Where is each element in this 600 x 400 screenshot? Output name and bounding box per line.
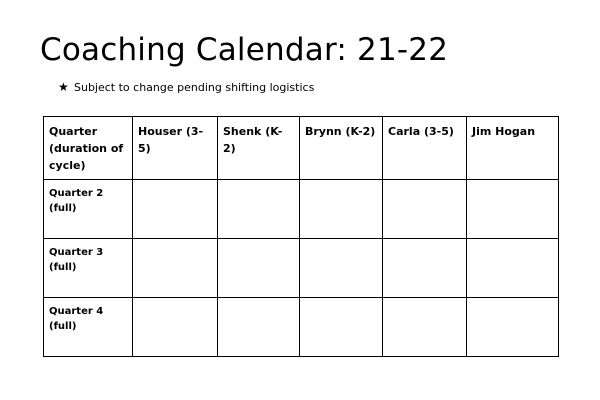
table-cell[interactable] xyxy=(467,298,559,357)
table-cell[interactable] xyxy=(218,180,300,239)
table-cell[interactable] xyxy=(133,239,218,298)
row-label-quarter-3: Quarter 3 (full) xyxy=(44,239,133,298)
table-cell[interactable] xyxy=(383,298,467,357)
table-header-row xyxy=(44,117,559,180)
table-row xyxy=(44,180,559,239)
table-cell[interactable] xyxy=(300,239,383,298)
table-cell[interactable] xyxy=(300,180,383,239)
table-cell[interactable] xyxy=(133,298,218,357)
note xyxy=(58,79,314,96)
table-row xyxy=(44,239,559,298)
column-header-jim-hogan: Jim Hogan xyxy=(467,117,559,180)
note-text: Subject to change pending shifting logistics xyxy=(74,81,315,94)
table-cell[interactable] xyxy=(133,180,218,239)
table-cell[interactable] xyxy=(383,239,467,298)
table-cell[interactable] xyxy=(383,180,467,239)
column-header-brynn: Brynn (K-2) xyxy=(300,117,383,180)
column-header-quarter: Quarter (duration of cycle) xyxy=(44,117,133,180)
table-cell[interactable] xyxy=(218,298,300,357)
page-title: Coaching Calendar: 21-22 xyxy=(40,32,449,68)
column-header-carla: Carla (3-5) xyxy=(383,117,467,180)
row-label-quarter-2: Quarter 2 (full) xyxy=(44,180,133,239)
table-cell[interactable] xyxy=(218,239,300,298)
column-header-houser: Houser (3-5) xyxy=(133,117,218,180)
row-label-quarter-4: Quarter 4 (full) xyxy=(44,298,133,357)
table-cell[interactable] xyxy=(467,180,559,239)
column-header-shenk: Shenk (K-2) xyxy=(218,117,300,180)
table-row xyxy=(44,298,559,357)
table-cell[interactable] xyxy=(300,298,383,357)
coaching-calendar-table xyxy=(43,116,559,357)
table-cell[interactable] xyxy=(467,239,559,298)
star-icon: ★ xyxy=(58,80,69,94)
